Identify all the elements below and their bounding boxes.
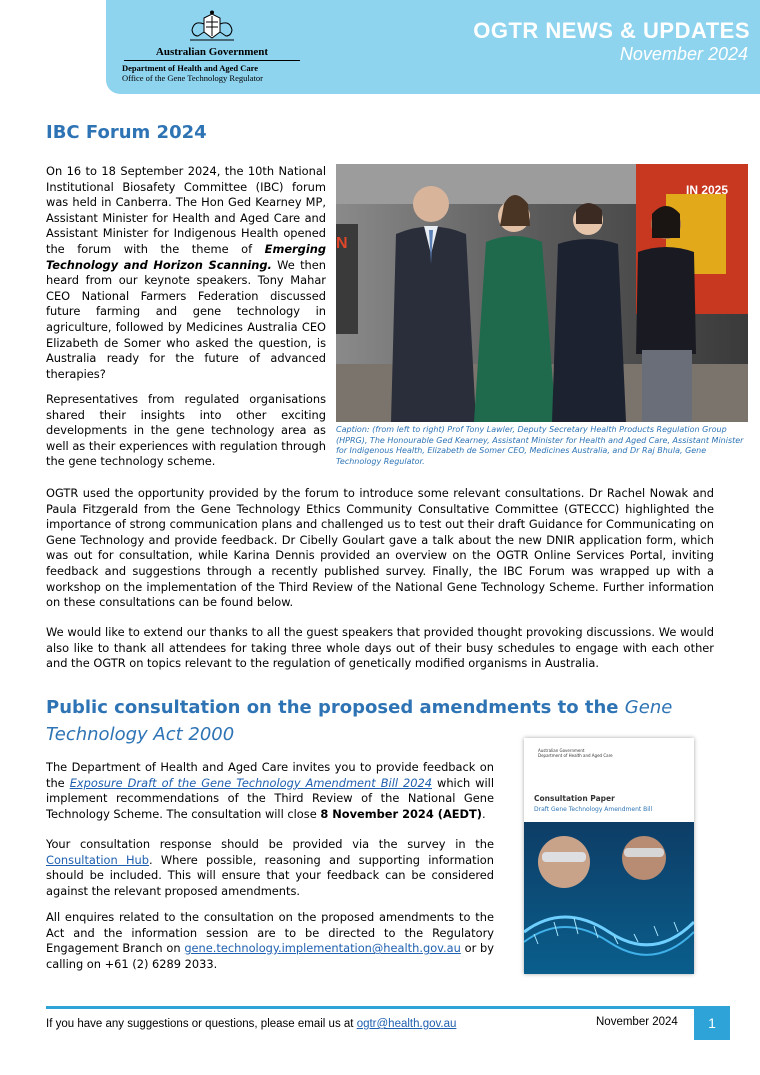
logo-divider [124, 60, 300, 61]
newsletter-date: November 2024 [619, 44, 748, 64]
office-name: Office of the Gene Technology Regulator [122, 73, 263, 83]
cover-subtitle: Draft Gene Technology Amendment Bill [534, 806, 653, 813]
footer-contact [46, 1018, 456, 1030]
page-number: 1 [694, 1006, 730, 1040]
ibc-paragraph-2: Representatives from regulated organisations shared their insights into other exciting developments in the gene technology area as well as their experiences with regulation through the gene technology scheme. [46, 392, 326, 469]
consultation-hub-link[interactable]: Consultation Hub [46, 852, 149, 867]
p7-text-a: All enquires related to the consultation on the proposed amendments to the Act and the information session are to be directed to the Regulatory Engagement Branch on [46, 910, 494, 956]
photo-caption: Caption: (from left to right) Prof Tony Lawler, Deputy Secretary Health Products Regulation Group (HPRG), The Honourable Ged Kearney, Assistant Minister for Health and Aged Care, Assistant Minister for Indigenous Health, Elizabeth de Somer CEO, Medicines Australia, and Dr Raj Bhula, Gene Technology Regulator. [336, 425, 744, 466]
consultation-paragraph-1 [46, 760, 494, 822]
consultation-paper-cover[interactable] [524, 738, 694, 974]
footer-email-link[interactable]: ogtr@health.gov.au [356, 1018, 457, 1030]
forum-theme: Emerging Technology and Horizon Scanning. [46, 241, 326, 272]
p5-text-b: which will implement recommendations of the Third Review of the National Gene Technology Scheme. The consultation will close [46, 775, 494, 821]
exposure-draft-link[interactable]: Exposure Draft of the Gene Technology Amendment Bill 2024 [69, 775, 433, 790]
cover-gov-label [538, 748, 613, 758]
footer-text: If you have any suggestions or questions, please email us at [46, 1018, 357, 1030]
p5-text-c: . [481, 806, 486, 821]
p1-text-b: We then heard from our keynote speakers. Tony Mahar CEO National Farmers Federation discussed future farming and gene technology in agriculture, followed by Medicines Australia CEO Elizabeth de Somer who asked the question, is Australia ready for the future of advanced therapies? [46, 257, 326, 381]
consultation-paragraph-2 [46, 837, 494, 899]
gov-name: Australian Government [155, 46, 269, 58]
p7-text-b: or by calling on +61 (2) 6289 2033. [46, 941, 494, 971]
p6-text-a: Your consultation response should be provided via the survey in the [46, 837, 494, 851]
cover-dept-name: Department of Health and Aged Care [538, 753, 613, 758]
footer-date: November 2024 [596, 1016, 678, 1028]
ibc-paragraph-3: OGTR used the opportunity provided by the forum to introduce some relevant consultations. Dr Rachel Nowak and Paula Fitzgerald from the Gene Technology Ethics Community Consultative Committee (GTECCC) highlighted the importance of strong communication plans and challenged us to test out their draft Guidance for Communicating on Gene Technology and provide feedback. Dr Cibelly Goulart gave a talk about the new DNIR application form, which was out for consultation, while Karina Dennis provided an overview on the OGTR Online Services Portal, inviting feedback and suggestions through a recently published survey. Finally, the IBC Forum was wrapped up with a workshop on the implementation of the Third Review of the National Gene Technology Scheme. Further information on these consultations can be found below. [46, 486, 714, 610]
cover-lab-image [524, 822, 694, 974]
svg-text:IN 2025: IN 2025 [686, 183, 729, 197]
ibc-heading: IBC Forum 2024 [46, 122, 207, 143]
cover-title: Consultation Paper [534, 794, 615, 803]
coat-of-arms-icon [184, 10, 240, 44]
enquiry-email-link[interactable]: gene.technology.implementation@health.gov.au [184, 941, 461, 956]
closing-date: 8 November 2024 (AEDT) [320, 806, 482, 821]
p6-text-b: . Where possible, reasoning and supporting information should be included. This will ensure that your feedback can be considered against the relevant proposed amendments. [46, 852, 494, 898]
cover-gov-name: Australian Government [538, 748, 585, 753]
newsletter-title: OGTR NEWS & UPDATES [473, 18, 750, 43]
forum-photo [336, 164, 748, 422]
consultation-heading-text: Public consultation on the proposed amendments to the [46, 697, 625, 718]
p5-text-a: The Department of Health and Aged Care invites you to provide feedback on the [46, 760, 494, 790]
svg-text:N: N [336, 235, 348, 252]
government-logo [112, 10, 312, 83]
forum-photo-image [336, 164, 748, 422]
p1-text-a: On 16 to 18 September 2024, the 10th National Institutional Biosafety Committee (IBC) forum was held in Canberra. The Hon Ged Kearney MP, Assistant Minister for Health and Aged Care and Assistant Minister for Indigenous Health opened the forum with the theme of [46, 164, 326, 256]
ibc-paragraph-4: We would like to extend our thanks to all the guest speakers that provided thought provoking discussions. We would also like to thank all attendees for taking three whole days out of their busy schedules to engage with each other and the OGTR on topics relevant to the regulation of genetically modified organisms in Australia. [46, 625, 714, 671]
ibc-paragraph-1 [46, 164, 326, 382]
act-name: Gene Technology Act 2000 [46, 697, 673, 745]
footer-rule [46, 1006, 730, 1009]
dept-name: Department of Health and Aged Care [122, 63, 259, 73]
consultation-paragraph-3 [46, 910, 494, 972]
